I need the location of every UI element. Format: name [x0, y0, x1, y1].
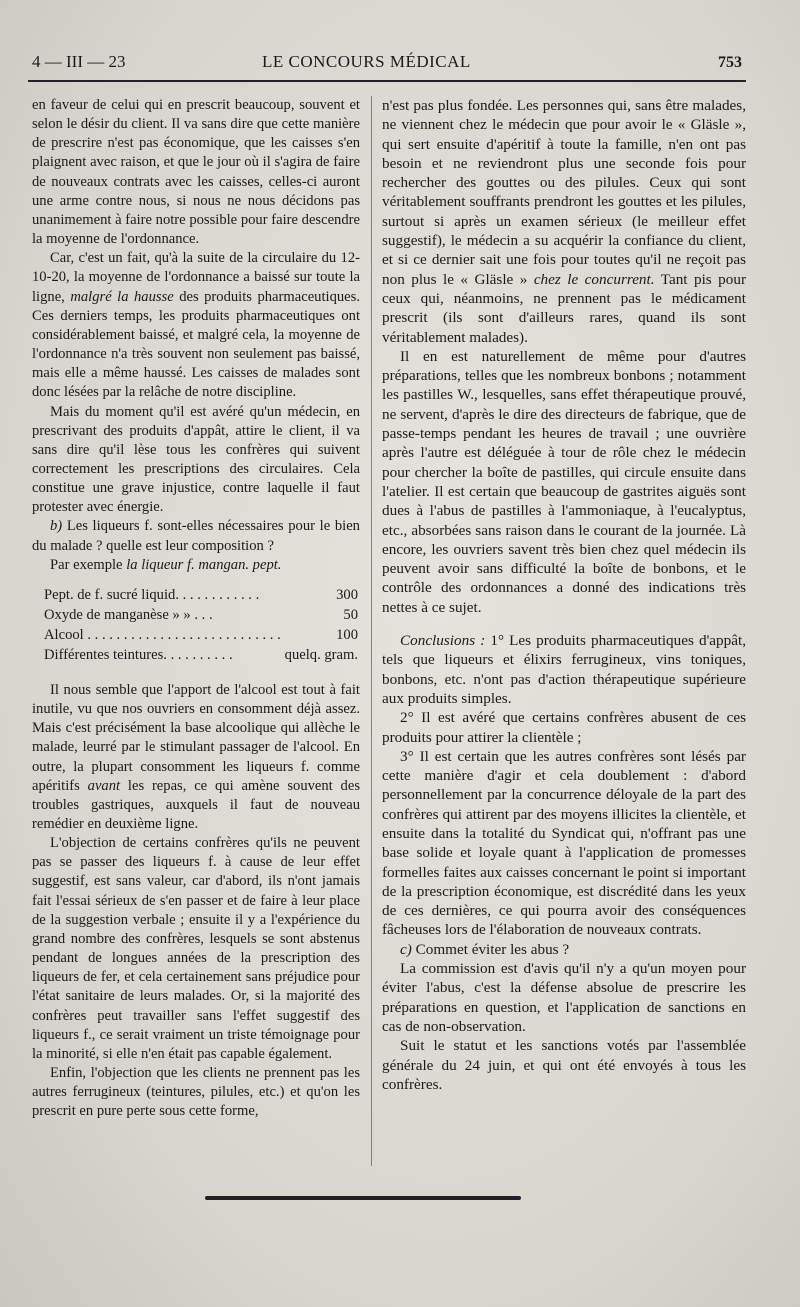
paragraph: Il nous semble que l'apport de l'alcool est tout à fait inutile, vu que nos ouvriers en consomment déjà assez. Mais c'est précisément la base alcoolique qui allèche le malade, leurré par le stimulant passager de l'alcool. En outre, la plupart consomment les liqueurs f. comme apéritifs avant les repas, ce qui amène souvent des troubles gastriques, auxquels il faut de nouveau remédier en deuxième ligne.	[32, 681, 361, 832]
paragraph: en faveur de celui qui en prescrit beaucoup, souvent et selon le désir du client. Il va sans dire que cette manière de prescrire n'est pas économique, que les caisses s'en plaignent avec raison, et que le jour où il s'agira de faire de nouveaux contrats avec les caisses, celles-ci auront une arme contre nous, si nous ne nous décidons pas unanimement à faire notre possible pour faire descendre la moyenne de l'ordonnance.	[32, 97, 360, 248]
paragraph: Mais du moment qu'il est avéré qu'un médecin, en prescrivant des produits d'appât, attire le client, il va sans dire qu'il lèse tous les confrères qui suivent correctement les prescriptions des circulaires. Cela constitue une grave injustice, contre laquelle il faut protester avec énergie.	[32, 403, 360, 516]
conclusion-2: 2° Il est avéré que certains confrères abusent de ces produits pour attirer la clientèle ;	[382, 709, 746, 746]
conclusion-3: 3° Il est certain que les autres confrères sont lésés par cette manière d'agir et cela doublement : d'abord personnellement par la concurrence déloyale de la part des confrères qui attirent par des moyens illicites la clientèle, et ensuite dans la totalité du Syndicat qui, n'offrant pas une base solide et loyale quant à l'application de promesses formelles faites aux caisses concernant le point si important de la prescription économique, est discrédité dans les yeux de ces dernières, ce qui pourra avoir des conséquences fâcheuses lors de l'élaboration de nouveaux contrats.	[382, 747, 746, 939]
recipe-row: Alcool . . . . . . . . . . . . . . . . . . . . . . . . . . . 100	[44, 626, 358, 643]
paragraph: n'est pas plus fondée. Les personnes qui, sans être malades, ne viennent chez le médecin que pour avoir le « Gläsle », qui sert ensuite d'apéritif à toute la famille, n'en ont pas besoin et ne reviendront plus une seconde fois pour rechercher des gouttes ou des pilules. Ceux qui sont véritablement souffrants prendront les gouttes et les pilules, surtout si après un examen sérieux (le meilleur effet suggestif), le médecin a su acquérir la confiance du client, et si ce dernier sait une fois pour toutes qu'il ne reçoit pas non plus le « Gläsle » chez le concurrent. Tant pis pour ceux qui, néanmoins, ne prennent pas le médicament prescrit (ils sont d'ailleurs rares, quand ils sont véritablement malades).	[382, 97, 747, 346]
paragraph: Suit le statut et les sanctions votés par l'assemblée générale du 24 juin, et qui ont été envoyés à tous les confrères.	[382, 1037, 746, 1093]
paragraph: Enfin, l'objection que les clients ne prennent pas les autres ferrugineux (teintures, pilules, etc.) et qu'on les prescrit en pure perte sous cette forme,	[32, 1065, 360, 1120]
spacer	[382, 617, 746, 631]
column-divider	[371, 96, 372, 1166]
end-rule	[205, 1196, 521, 1200]
header-rule	[28, 80, 746, 82]
recipe-row: Pept. de f. sucré liquid. . . . . . . . . . . . 300	[44, 586, 358, 603]
journal-title: LE CONCOURS MÉDICAL	[262, 52, 471, 71]
running-header	[32, 52, 742, 80]
question-b: b) Les liqueurs f. sont-elles nécessaires pour le bien du malade ? quelle est leur composition ?	[32, 518, 360, 554]
recipe-row: Oxyde de manganèse » » . . . 50	[44, 606, 358, 623]
recipe-row: Différentes teintures. . . . . . . . . . quelq. gram.	[44, 646, 358, 663]
example-intro: Par exemple la liqueur f. mangan. pept.	[50, 556, 282, 573]
recipe-table	[44, 585, 360, 665]
paragraph: La commission est d'avis qu'il n'y a qu'un moyen pour éviter l'abus, c'est la défense absolue de prescrire les préparations en question, et l'application de sanctions en cas de non-observation.	[382, 960, 746, 1035]
page-number: 753	[718, 54, 742, 71]
left-column	[32, 96, 360, 1122]
right-column	[382, 96, 746, 1094]
paragraph: L'objection de certains confrères qu'ils ne peuvent pas se passer des liqueurs f. à cause de leur effet suggestif, est sans valeur, car d'abord, ils n'ont jamais fait l'essai sérieux de s'en passer et de faire à leur place de la suggestion verbale ; ensuite il y a l'expérience du grand nombre des confrères, lesquels se sont abstenus pendant de longues années de la prescription des liqueurs de fer, et cela certainement sans préjudice pour l'état sanitaire de leurs malades. Or, si la majorité des confrères peut travailler sans l'effet suggestif des liqueurs f., ce serait vraiment un triste témoignage pour la minorité, si elle n'en était pas capable également.	[32, 835, 360, 1062]
question-c: c) Commet éviter les abus ?	[400, 940, 570, 958]
paragraph: Car, c'est un fait, qu'à la suite de la circulaire du 12-10-20, la moyenne de l'ordonnance a baissé sur toute la ligne, malgré la hausse des produits pharmaceutiques. Ces derniers temps, les produits pharmaceutiques ont considérablement baissé, et malgré cela, la moyenne de l'ordonnance n'a très souvent non seulement pas baissé, mais elle a même haussé. Les caisses de malades sont donc lésées par la relâche de notre discipline.	[32, 250, 360, 401]
issue-number: 4 — III — 23	[32, 52, 126, 71]
conclusion-1: Conclusions : 1° Les produits pharmaceutiques d'appât, tels que liqueurs et élixirs ferrugineux, vins toniques, bonbons, etc. n'ont pas d'action thérapeutique supérieure aux produits simples.	[382, 632, 746, 707]
paragraph: Il en est naturellement de même pour d'autres préparations, telles que les nombreux bonbons ; notamment les pastilles W., lesquelles, sans effet thérapeutique prouvé, ne servent, d'après le dire des directeurs de fabrique, que de passe-temps pendant les heures de travail ; une ouvrière après l'autre est déléguée à tour de rôle chez le médecin pour chercher la boîte de pastilles, qui circule ensuite dans l'atelier. Il est certain que beaucoup de gastrites aiguës sont dues à l'abus de pastilles à l'ammoniaque, à l'eucalyptus, etc., absorbées sans raison dans le courant de la journée. Là encore, les ouvriers savent très bien chez quel médecin ils peuvent avoir sans difficulté la boîte de bonbons, et le contrôle des ordonnances a donné des indications très nettes à ce sujet.	[382, 347, 746, 616]
